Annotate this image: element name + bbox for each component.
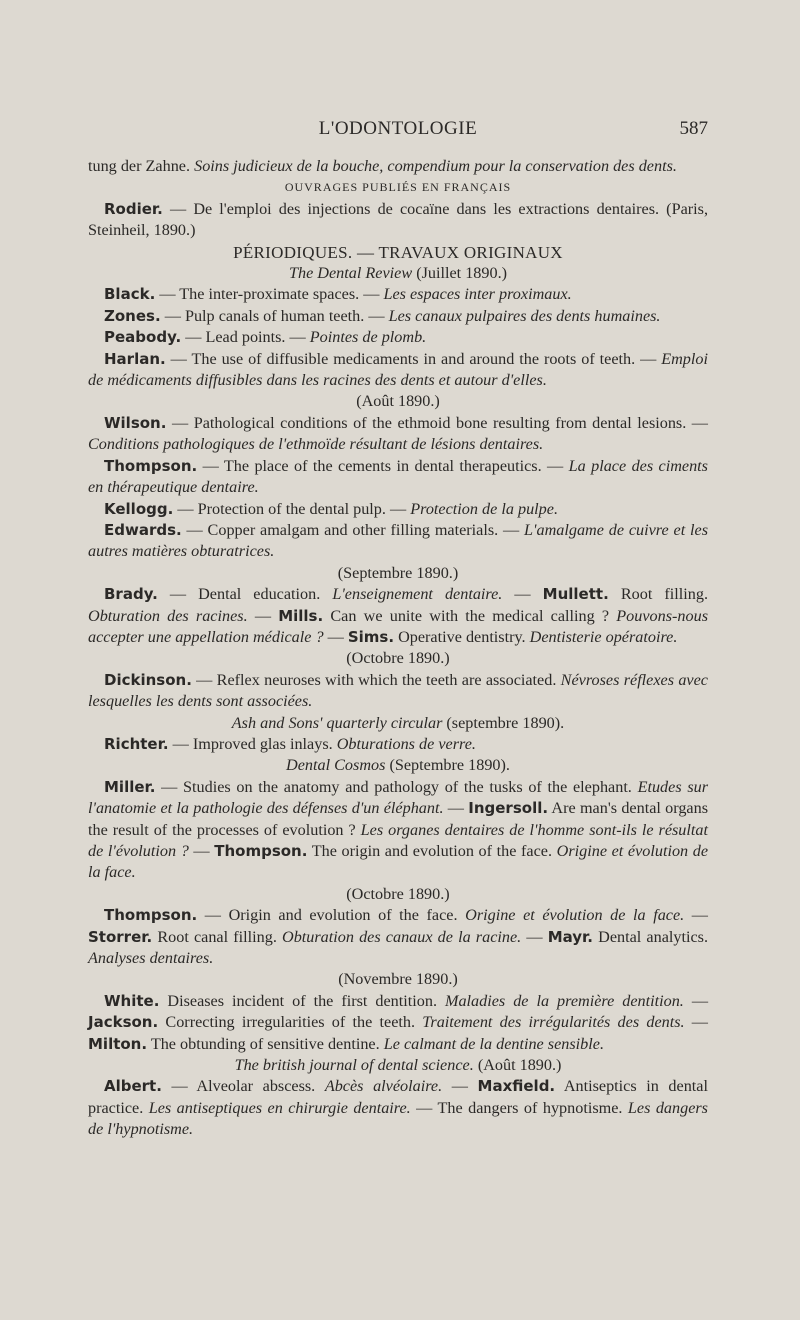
- entry-text: — Studies on the anatomy and pathology of the tusks of the elephant.: [155, 777, 638, 796]
- entry-text: Diseases incident of the first dentition.: [159, 991, 445, 1010]
- author-name: Peabody.: [104, 328, 182, 347]
- entry-text: — The dangers of hypnotisme.: [410, 1098, 628, 1117]
- entry-richter: [88, 734, 708, 755]
- entry-translation: Névroses réflexes avec lesquelles les dents sont associées.: [88, 670, 708, 711]
- entry-text: — Reflex neuroses with which the teeth are associated.: [191, 670, 561, 689]
- page-number: 587: [679, 118, 708, 139]
- entry-black: [88, 284, 708, 305]
- author-name: Black.: [104, 285, 156, 304]
- author-name: Mayr.: [547, 927, 594, 946]
- entry-translation: Les antiseptiques en chirurgie dentaire.: [148, 1098, 411, 1117]
- author-name: Storrer.: [88, 927, 153, 946]
- intro-italic: Soins judicieux de la bouche, compendium pour la conservation des dents.: [194, 157, 677, 175]
- entry-text: Root canal filling.: [152, 927, 282, 946]
- entry-text: The obtunding of sensitive dentine.: [147, 1034, 384, 1053]
- entry-translation: L'amalgame de cuivre et les autres matières obturatrices.: [88, 520, 708, 561]
- entry-separator: —: [683, 991, 709, 1010]
- author-name: Kellogg.: [104, 499, 174, 518]
- author-name: Harlan.: [104, 349, 166, 368]
- entry-text: Antiseptics in dental practice.: [88, 1077, 708, 1117]
- author-name: Zones.: [104, 306, 161, 325]
- entry-translation: Emploi de médicaments diffusibles dans les racines des dents et autour d'elles.: [88, 349, 708, 390]
- intro-paragraph: [88, 156, 708, 177]
- entry-separator: —: [188, 842, 210, 860]
- author-name: Miller.: [104, 777, 156, 796]
- entry-text: — Alveolar abscess.: [161, 1077, 325, 1096]
- entry-text: — Dental education.: [157, 585, 333, 604]
- author-name: Rodier.: [104, 199, 163, 218]
- entry-translation: Traitement des irrégularités des dents.: [422, 1013, 685, 1032]
- author-name: Thompson.: [104, 456, 198, 475]
- entry-white: [88, 991, 708, 1055]
- journal-heading: [88, 713, 708, 734]
- journal-title: The Dental Review: [288, 264, 413, 283]
- journal-heading: [88, 263, 708, 284]
- author-name: Brady.: [104, 585, 158, 604]
- date-heading: (Octobre 1890.): [346, 649, 450, 668]
- ouvrages-heading: OUVRAGES PUBLIÉS EN FRANÇAIS: [284, 180, 512, 195]
- author-name: Dickinson.: [104, 670, 192, 689]
- entry-translation: Obturations de verre.: [336, 734, 476, 753]
- author-name: Albert.: [104, 1077, 162, 1096]
- entry-translation: Obturation des racines.: [88, 606, 248, 625]
- journal-heading: [88, 755, 708, 776]
- entry-albert: [88, 1076, 708, 1140]
- date-heading: (Novembre 1890.): [338, 970, 458, 989]
- entry-translation: Les organes dentaires de l'homme sont-ils le résultat de l'évolution ?: [88, 820, 708, 860]
- entry-text: — The place of the cements in dental therapeutics. —: [197, 456, 569, 475]
- entry-text: Are man's dental organs the result of the processes of evolution ?: [88, 799, 709, 839]
- entry-text: — Protection of the dental pulp. —: [173, 499, 411, 518]
- entry-text: — The use of diffusible medicaments in and around the roots of teeth. —: [165, 349, 662, 368]
- author-name: Mullett.: [542, 585, 609, 604]
- entry-text: — Improved glas inlays.: [168, 734, 337, 753]
- page-body: [88, 156, 708, 1141]
- entry-translation: Maladies de la première dentition.: [444, 991, 684, 1010]
- entry-translation: Etudes sur l'anatomie et la pathologie des défenses d'un éléphant.: [88, 777, 709, 818]
- entry-translation: Analyses dentaires.: [88, 949, 214, 968]
- entry-text: — Pathological conditions of the ethmoid bone resulting from dental lesions. —: [166, 413, 708, 432]
- entry-translation: L'enseignement dentaire.: [332, 585, 503, 604]
- entry-zones: [88, 306, 708, 327]
- entry-text: — Origin and evolution of the face.: [197, 906, 466, 925]
- entry-text: — Copper amalgam and other filling materials. —: [181, 520, 525, 539]
- author-name: Maxfield.: [477, 1077, 556, 1096]
- entry-brady: Brady. — Dental education. L'enseignement dentaire. — Mullett. Root filling. Obturation des racines. — Mills. Can we unite with the medical calling ? Pouvons-nous accepter une appellation médicale ? — Sims. Operative dentistry. Dentisterie opératoire.: [88, 585, 708, 646]
- entry-rodier: [88, 199, 708, 242]
- journal-date: (Septembre 1890).: [385, 756, 510, 775]
- entry-text: — De l'emploi des injections de cocaïne dans les extractions dentaires. (Paris, Steinheil, 1890.): [88, 199, 708, 240]
- date-heading: (Septembre 1890.): [337, 563, 459, 582]
- journal-date: (Juillet 1890.): [412, 264, 508, 283]
- entry-thompson: [88, 456, 708, 499]
- entry-separator: —: [684, 1013, 708, 1032]
- date-heading: (Août 1890.): [356, 392, 440, 411]
- entry-miller: [88, 777, 708, 884]
- entry-text: — Pulp canals of human teeth. —: [160, 306, 389, 325]
- author-name: Mills.: [278, 606, 324, 625]
- entry-separator: —: [521, 927, 548, 946]
- entry-translation: Obturation des canaux de la racine.: [282, 927, 522, 946]
- author-name: Thompson.: [104, 906, 198, 925]
- author-name: Sims.: [347, 627, 395, 646]
- entry-text: The origin and evolution of the face.: [307, 842, 557, 860]
- entry-harlan: [88, 349, 708, 392]
- entry-separator: —: [442, 1077, 478, 1096]
- entry-translation: Les dangers de l'hypnotisme.: [88, 1098, 708, 1139]
- author-name: Jackson.: [88, 1013, 159, 1032]
- running-title: L'ODONTOLOGIE: [318, 118, 478, 139]
- entry-peabody: [88, 327, 708, 348]
- entry-translation: Dentisterie opératoire.: [529, 627, 678, 646]
- entry-translation: Origine et évolution de la face.: [88, 842, 709, 882]
- author-name: Milton.: [88, 1034, 148, 1053]
- author-name: White.: [104, 991, 160, 1010]
- journal-date: (septembre 1890).: [442, 713, 565, 732]
- author-name: Edwards.: [104, 520, 182, 539]
- page-header: [88, 118, 708, 142]
- entry-translation: Le calmant de la dentine sensible.: [383, 1034, 604, 1053]
- author-name: Richter.: [104, 734, 169, 753]
- entry-wilson: [88, 413, 708, 456]
- entry-translation: Abcès alvéolaire.: [324, 1077, 443, 1096]
- entry-translation: Les canaux pulpaires des dents humaines.: [388, 306, 661, 325]
- journal-title: Ash and Sons' quarterly circular: [231, 713, 443, 732]
- entry-edwards: [88, 520, 708, 563]
- periodiques-heading: PÉRIODIQUES. — TRAVAUX ORIGINAUX: [233, 242, 563, 262]
- entry-separator: —: [443, 799, 469, 818]
- intro-text: tung der Zahne.: [88, 157, 195, 175]
- author-name: Thompson.: [214, 842, 308, 860]
- entry-text: Operative dentistry.: [394, 627, 530, 646]
- entry-translation: Conditions pathologiques de l'ethmoïde résultant de lésions dentaires.: [88, 435, 544, 454]
- entry-text: — Lead points. —: [181, 328, 310, 347]
- journal-title: The british journal of dental science.: [234, 1056, 474, 1075]
- entry-translation: Les espaces inter proximaux.: [383, 285, 572, 304]
- entry-kellogg: [88, 499, 708, 520]
- entry-text: — The inter-proximate spaces. —: [155, 285, 384, 304]
- date-heading: (Octobre 1890.): [346, 884, 450, 903]
- entry-text: Correcting irregularities of the teeth.: [158, 1013, 423, 1032]
- journal-title: Dental Cosmos: [286, 756, 386, 775]
- entry-translation: Pouvons-nous accepter une appellation médicale ?: [88, 606, 708, 646]
- journal-date: (Août 1890.): [473, 1056, 562, 1075]
- entry-translation: Origine et évolution de la face.: [465, 906, 685, 925]
- author-name: Wilson.: [104, 413, 167, 432]
- entry-text: Can we unite with the medical calling ?: [323, 606, 617, 625]
- entry-translation: Protection de la pulpe.: [410, 499, 558, 518]
- entry-text: Dental analytics.: [593, 927, 709, 946]
- entry-translation: Pointes de plomb.: [309, 328, 427, 347]
- entry-thompson-2: [88, 905, 708, 969]
- journal-heading: [88, 1055, 708, 1076]
- entry-dickinson: [88, 670, 708, 713]
- author-name: Ingersoll.: [468, 799, 549, 818]
- entry-separator: —: [684, 906, 708, 925]
- entry-text: Root filling.: [608, 585, 708, 604]
- entry-translation: La place des ciments en thérapeutique dentaire.: [88, 456, 708, 497]
